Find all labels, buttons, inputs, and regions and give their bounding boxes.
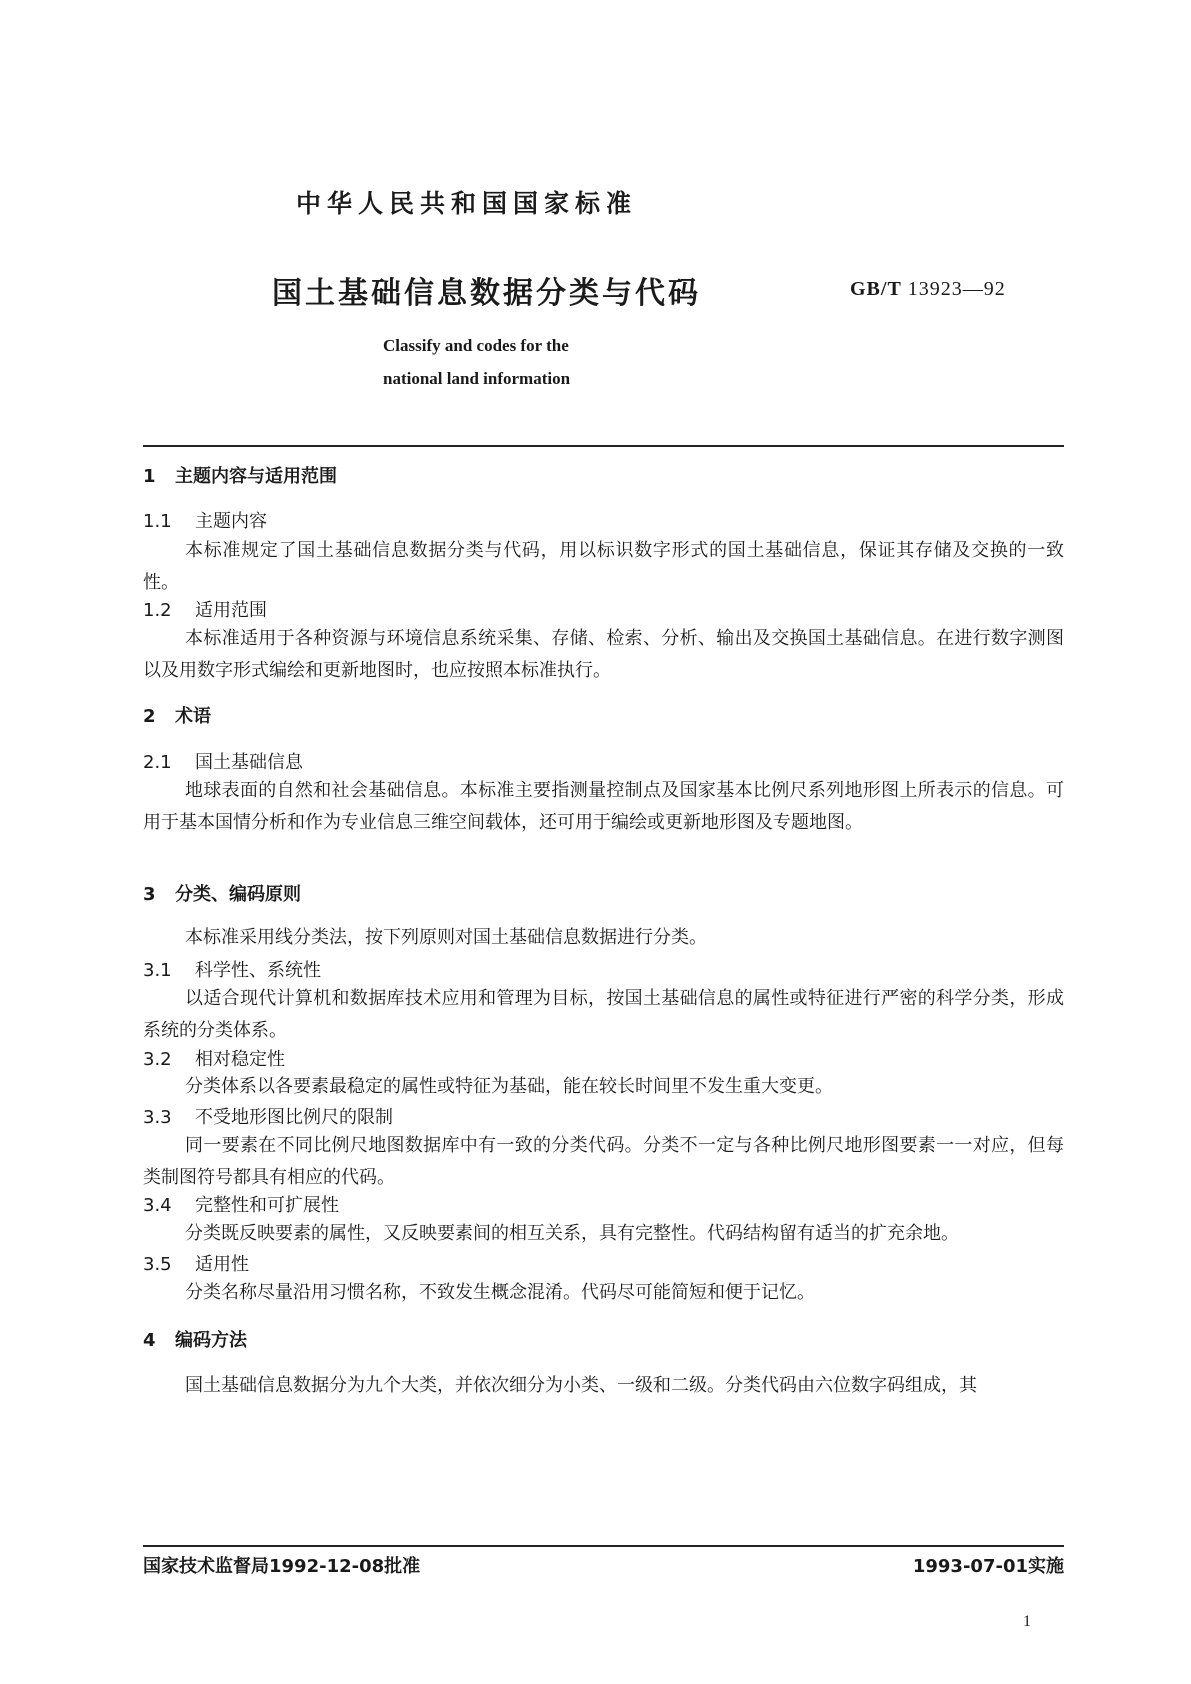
section-3-4-heading: 3.4 完整性和可扩展性 <box>143 1195 339 1216</box>
effective-date: 1993-07-01实施 <box>912 1556 1064 1577</box>
footer-divider <box>143 1545 1064 1547</box>
section-3-text: 本标准采用线分类法，按下列原则对国土基础信息数据进行分类。 <box>185 927 707 948</box>
section-1-2-heading: 1.2 适用范围 <box>143 600 267 621</box>
standard-code <box>850 278 1006 301</box>
section-3-3-heading: 3.3 不受地形图比例尺的限制 <box>143 1107 393 1128</box>
section-4-heading: 4 编码方法 <box>143 1330 247 1351</box>
section-3-1-text: 以适合现代计算机和数据库技术应用和管理为目标，按国土基础信息的属性或特征进行严密的科学分类，形成系统的分类体系。 <box>143 988 1064 1041</box>
section-3-heading: 3 分类、编码原则 <box>143 884 301 905</box>
section-4-text: 国土基础信息数据分为九个大类，并依次细分为小类、一级和二级。分类代码由六位数字码组成，其 <box>185 1375 977 1396</box>
section-2-1-text: 地球表面的自然和社会基础信息。本标准主要指测量控制点及国家基本比例尺系列地形图上所表示的信息。可用于基本国情分析和作为专业信息三维空间载体，还可用于编绘或更新地形图及专题地图。 <box>143 780 1064 833</box>
section-1-1-text: 本标准规定了国土基础信息数据分类与代码，用以标识数字形式的国土基础信息，保证其存储及交换的一致性。 <box>143 540 1064 593</box>
section-3-2-text: 分类体系以各要素最稳定的属性或特征为基础，能在较长时间里不发生重大变更。 <box>185 1076 833 1097</box>
section-3-3-text: 同一要素在不同比例尺地图数据库中有一致的分类代码。分类不一定与各种比例尺地形图要素一一对应，但每类制图符号都具有相应的代码。 <box>143 1135 1064 1188</box>
section-1-1-heading: 1.1 主题内容 <box>143 511 267 532</box>
section-3-4-text: 分类既反映要素的属性，又反映要素间的相互关系，具有完整性。代码结构留有适当的扩充余地。 <box>185 1223 959 1244</box>
section-2-heading: 2 术语 <box>143 706 211 727</box>
english-title-line-1: Classify and codes for the <box>383 336 569 355</box>
section-2-1-heading: 2.1 国土基础信息 <box>143 752 303 773</box>
approval-date: 国家技术监督局1992-12-08批准 <box>143 1556 421 1577</box>
code-prefix: GB/T <box>850 278 902 300</box>
document-title: 国土基础信息数据分类与代码 <box>272 276 701 311</box>
section-3-5-text: 分类名称尽量沿用习惯名称，不致发生概念混淆。代码尽可能简短和便于记忆。 <box>185 1282 815 1303</box>
section-3-2-heading: 3.2 相对稳定性 <box>143 1049 285 1070</box>
section-3-5-heading: 3.5 适用性 <box>143 1254 249 1275</box>
section-3-1-heading: 3.1 科学性、系统性 <box>143 960 321 981</box>
english-title-line-2: national land information <box>383 369 571 388</box>
code-number: 13923—92 <box>907 278 1006 300</box>
section-1-2-text: 本标准适用于各种资源与环境信息系统采集、存储、检索、分析、输出及交换国土基础信息。在进行数字测图以及用数字形式编绘和更新地图时，也应按照本标准执行。 <box>143 628 1064 681</box>
section-1-heading: 1 主题内容与适用范围 <box>143 466 337 487</box>
standard-country-heading: 中华人民共和国国家标准 <box>296 189 638 218</box>
header-divider <box>143 445 1064 447</box>
page-number: 1 <box>1023 1613 1031 1630</box>
